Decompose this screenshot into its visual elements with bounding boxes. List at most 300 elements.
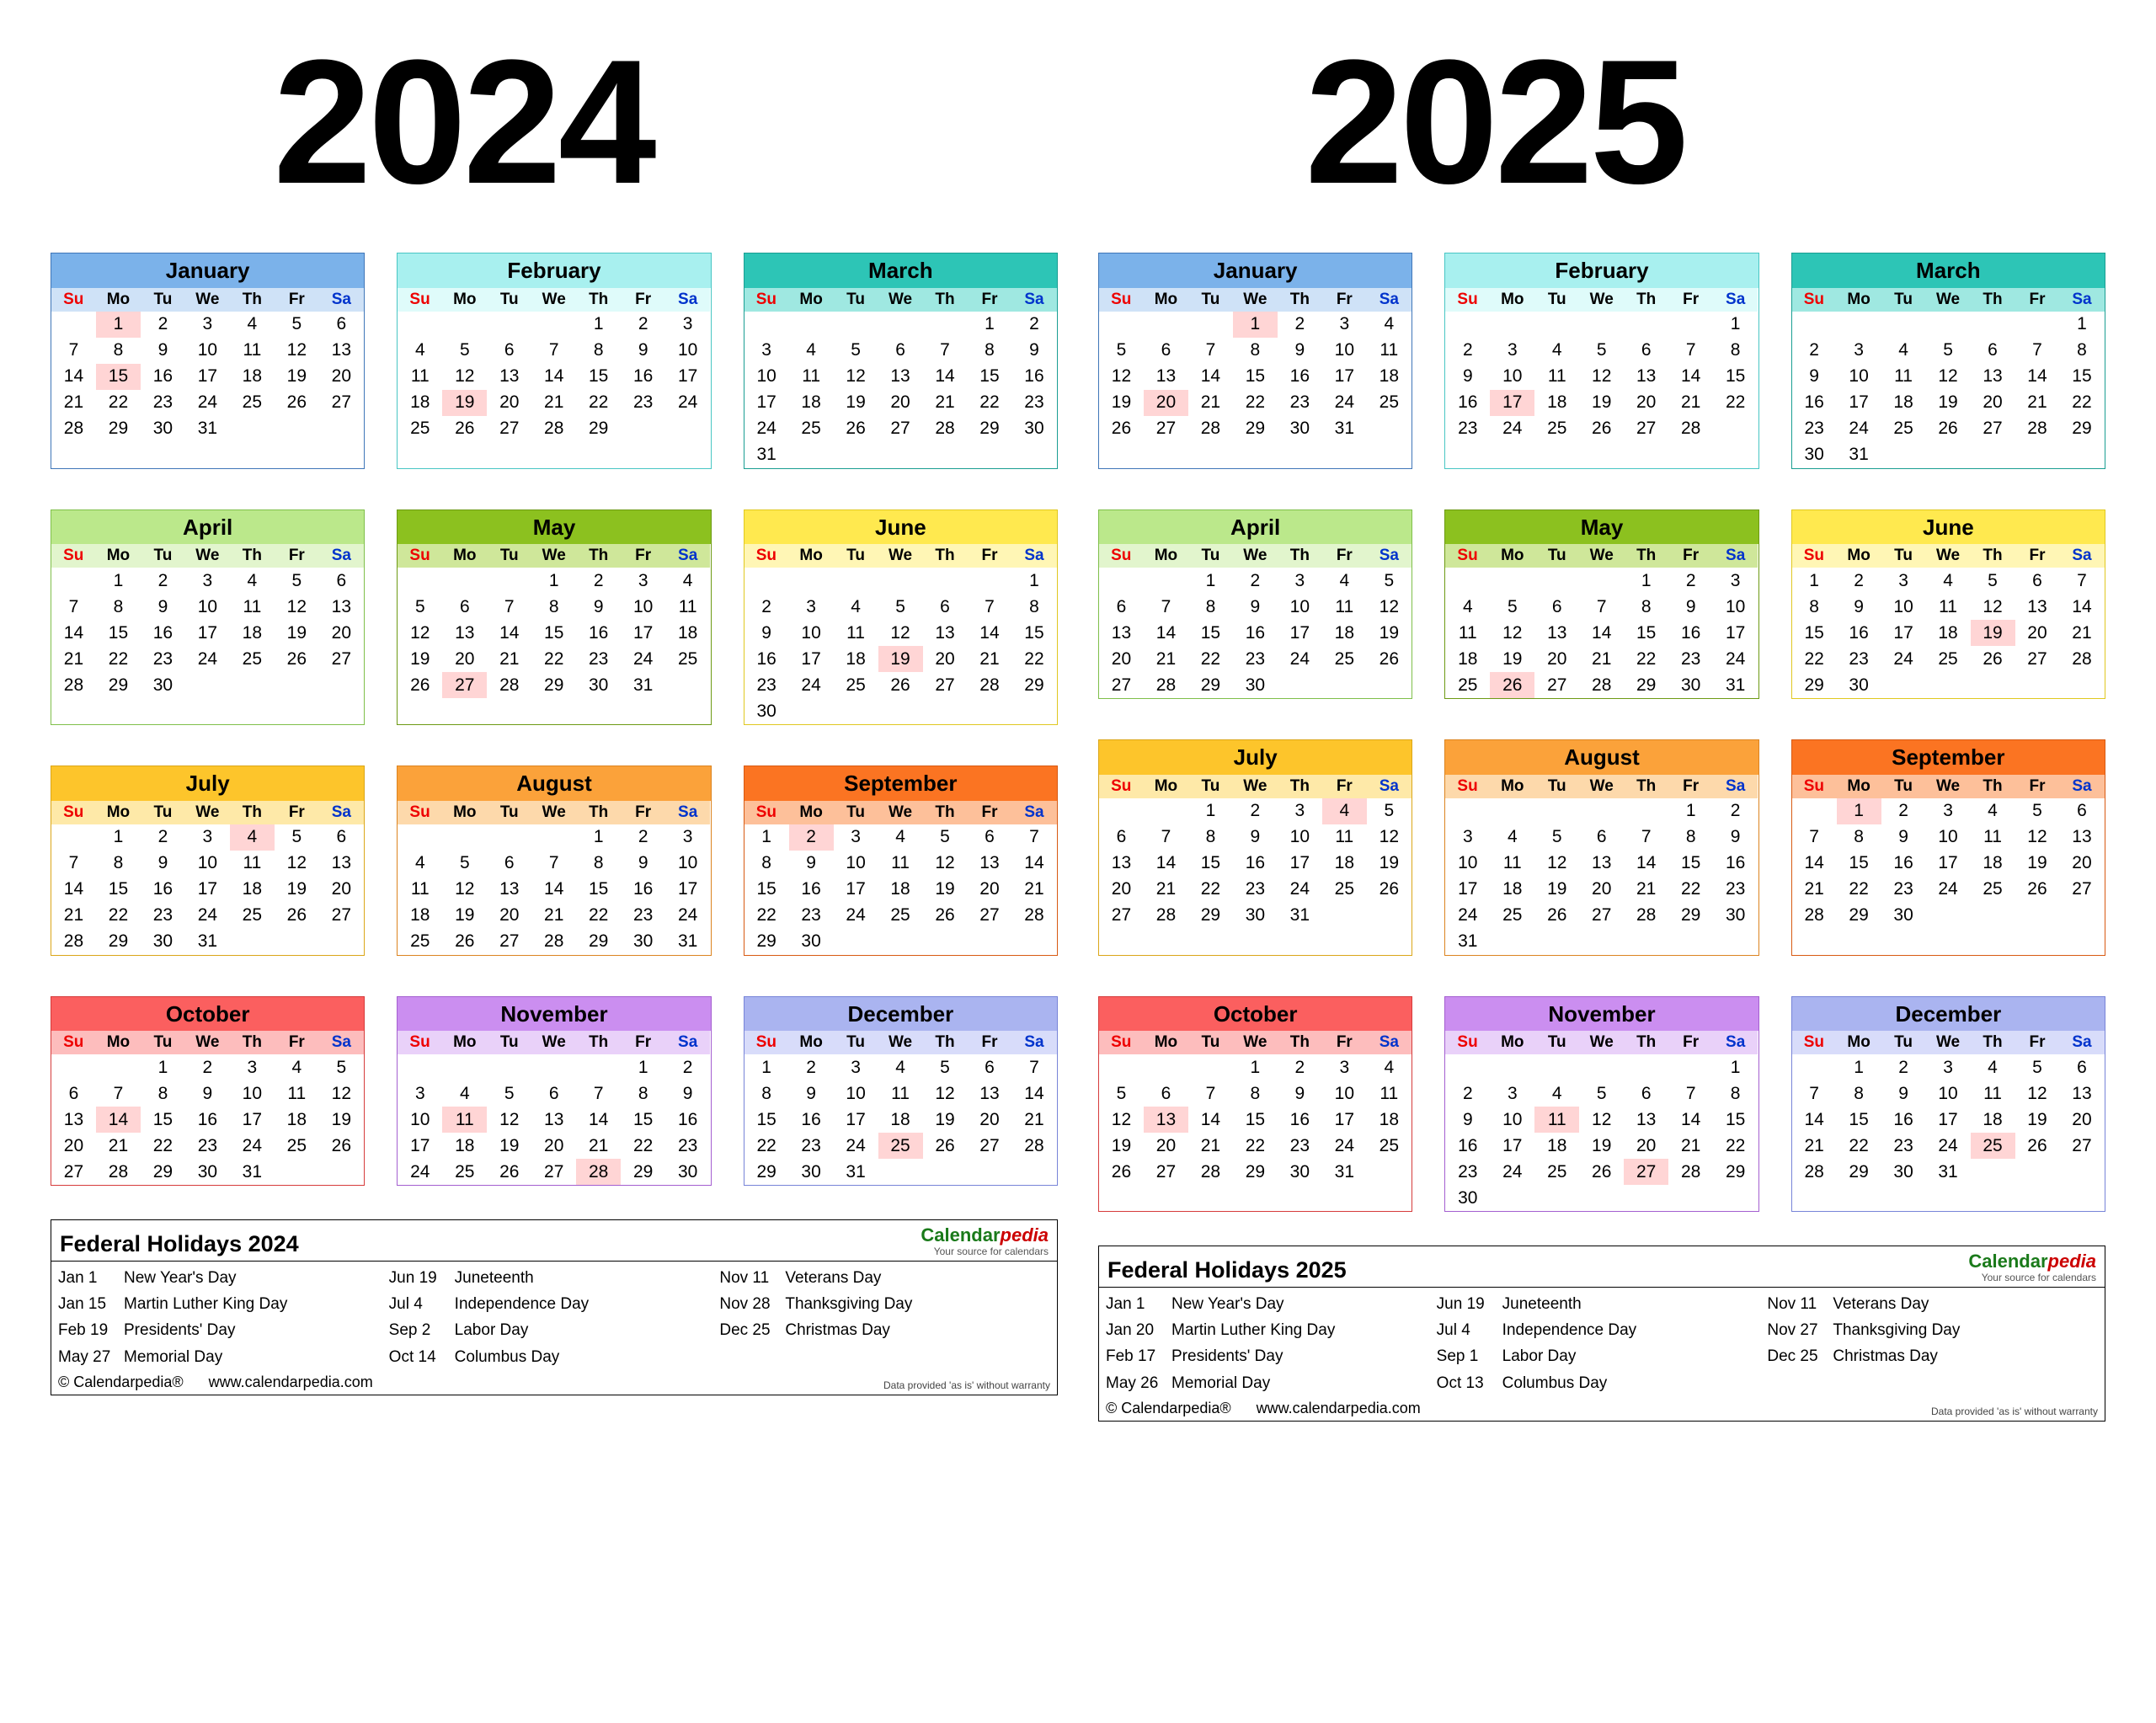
- day-cell[interactable]: 6: [1116, 596, 1127, 616]
- day-cell[interactable]: 24: [1725, 648, 1746, 669]
- day-cell[interactable]: 18: [410, 392, 430, 413]
- day-cell[interactable]: 15: [152, 1109, 173, 1129]
- day-cell[interactable]: 4: [1551, 340, 1562, 360]
- day-cell[interactable]: 1: [157, 1057, 168, 1077]
- day-cell[interactable]: 5: [2032, 801, 2042, 821]
- day-cell[interactable]: 2: [1898, 1057, 1908, 1077]
- day-cell[interactable]: 3: [806, 596, 816, 616]
- day-cell[interactable]: 28: [544, 419, 564, 439]
- day-cell[interactable]: 29: [152, 1161, 173, 1182]
- day-cell[interactable]: 8: [548, 596, 559, 616]
- day-cell[interactable]: 6: [336, 570, 347, 590]
- day-cell[interactable]: 9: [638, 340, 648, 360]
- day-cell[interactable]: 19: [455, 905, 475, 926]
- day-cell[interactable]: 13: [1983, 366, 2003, 387]
- day-cell[interactable]: 19: [286, 622, 307, 643]
- day-cell[interactable]: 31: [756, 445, 776, 465]
- day-cell[interactable]: 11: [410, 879, 430, 899]
- day-cell[interactable]: 22: [1024, 648, 1044, 669]
- day-cell[interactable]: 7: [1809, 827, 1819, 847]
- day-cell[interactable]: 15: [632, 1109, 654, 1129]
- day-cell[interactable]: 23: [589, 648, 609, 669]
- day-cell[interactable]: 19: [1938, 392, 1958, 413]
- day-cell[interactable]: 19: [1379, 622, 1399, 643]
- day-cell[interactable]: 24: [846, 905, 866, 926]
- day-cell[interactable]: 31: [1458, 931, 1478, 952]
- day-cell[interactable]: 1: [1854, 1057, 1864, 1077]
- day-cell[interactable]: 27: [1155, 419, 1177, 439]
- day-cell[interactable]: 30: [756, 701, 776, 721]
- day-cell[interactable]: 4: [806, 340, 816, 360]
- day-cell[interactable]: 30: [632, 931, 654, 952]
- day-cell[interactable]: 17: [677, 366, 698, 387]
- day-cell[interactable]: 27: [1111, 675, 1132, 695]
- day-cell[interactable]: 21: [499, 648, 520, 669]
- day-cell[interactable]: 19: [1502, 648, 1523, 669]
- day-cell[interactable]: 2: [1462, 340, 1473, 360]
- day-cell[interactable]: 21: [935, 392, 955, 413]
- day-cell[interactable]: 8: [1809, 596, 1819, 616]
- day-cell[interactable]: 14: [1155, 853, 1177, 873]
- day-cell[interactable]: 3: [1294, 570, 1305, 590]
- day-cell[interactable]: 26: [455, 931, 475, 952]
- day-cell[interactable]: 18: [846, 648, 866, 669]
- day-cell[interactable]: 19: [286, 366, 307, 387]
- day-cell[interactable]: 2: [1462, 1083, 1473, 1103]
- day-cell[interactable]: 13: [979, 853, 1000, 873]
- day-cell[interactable]: 28: [1024, 905, 1044, 926]
- day-cell[interactable]: 24: [197, 648, 218, 669]
- day-cell[interactable]: 16: [1804, 392, 1824, 413]
- day-cell[interactable]: 22: [589, 905, 609, 926]
- day-cell[interactable]: 17: [1893, 622, 1913, 643]
- day-cell[interactable]: 5: [1988, 570, 1998, 590]
- day-cell[interactable]: 20: [2072, 853, 2092, 873]
- day-cell[interactable]: 12: [1592, 366, 1612, 387]
- day-cell[interactable]: 29: [756, 1161, 776, 1182]
- day-cell[interactable]: 7: [68, 596, 79, 616]
- day-cell[interactable]: 27: [1983, 419, 2003, 439]
- day-cell[interactable]: 20: [1592, 879, 1612, 899]
- day-cell[interactable]: 16: [801, 879, 821, 899]
- day-cell[interactable]: 19: [499, 1135, 520, 1155]
- day-cell[interactable]: 2: [1898, 801, 1908, 821]
- day-cell[interactable]: 20: [1983, 392, 2003, 413]
- day-cell[interactable]: 2: [157, 314, 168, 334]
- day-cell[interactable]: 27: [331, 905, 351, 926]
- day-cell[interactable]: 9: [806, 853, 816, 873]
- day-cell[interactable]: 10: [1893, 596, 1913, 616]
- day-cell[interactable]: 11: [802, 366, 821, 387]
- day-cell[interactable]: 28: [935, 419, 955, 439]
- day-cell[interactable]: 10: [1938, 1083, 1958, 1103]
- day-cell[interactable]: 12: [1502, 622, 1523, 643]
- day-cell[interactable]: 28: [544, 931, 564, 952]
- day-cell[interactable]: 25: [1458, 675, 1478, 695]
- day-cell[interactable]: 6: [336, 314, 347, 334]
- day-cell[interactable]: 6: [895, 340, 905, 360]
- day-cell[interactable]: 1: [1205, 570, 1216, 590]
- day-cell[interactable]: 14: [589, 1109, 609, 1129]
- day-cell[interactable]: 25: [1983, 879, 2003, 899]
- day-cell[interactable]: 15: [1245, 1109, 1266, 1129]
- day-cell[interactable]: 29: [1804, 675, 1824, 695]
- day-cell[interactable]: 21: [2072, 622, 2092, 643]
- day-cell[interactable]: 12: [1592, 1109, 1612, 1129]
- day-cell[interactable]: 3: [1943, 801, 1953, 821]
- day-cell[interactable]: 26: [1111, 419, 1132, 439]
- day-cell[interactable]: 17: [1289, 853, 1310, 873]
- day-cell[interactable]: 2: [1250, 801, 1261, 821]
- day-cell[interactable]: 7: [1205, 340, 1216, 360]
- day-cell[interactable]: 20: [2027, 622, 2047, 643]
- day-cell[interactable]: 5: [459, 340, 470, 360]
- day-cell[interactable]: 1: [593, 314, 604, 334]
- day-cell[interactable]: 15: [1804, 622, 1824, 643]
- day-cell[interactable]: 7: [504, 596, 515, 616]
- day-cell[interactable]: 25: [410, 931, 430, 952]
- day-cell[interactable]: 27: [1636, 419, 1657, 439]
- day-cell[interactable]: 2: [638, 827, 648, 847]
- day-cell[interactable]: 28: [63, 419, 84, 439]
- day-cell[interactable]: 3: [761, 340, 771, 360]
- day-cell[interactable]: 5: [1596, 340, 1607, 360]
- day-cell[interactable]: 11: [1335, 596, 1354, 616]
- day-cell[interactable]: 9: [1730, 827, 1741, 847]
- day-cell[interactable]: 11: [1983, 1083, 2002, 1103]
- day-cell[interactable]: 17: [197, 622, 218, 643]
- day-cell[interactable]: 26: [1592, 1161, 1612, 1182]
- day-cell[interactable]: 13: [1592, 853, 1612, 873]
- day-cell[interactable]: 5: [1596, 1083, 1607, 1103]
- day-cell[interactable]: 9: [1294, 1083, 1305, 1103]
- day-cell[interactable]: 19: [846, 392, 866, 413]
- day-cell[interactable]: 1: [1250, 1057, 1261, 1077]
- day-cell[interactable]: 3: [1294, 801, 1305, 821]
- day-cell[interactable]: 22: [632, 1135, 654, 1155]
- day-cell[interactable]: 9: [1854, 596, 1864, 616]
- day-cell[interactable]: 23: [1458, 1161, 1478, 1182]
- day-cell[interactable]: 27: [1155, 1161, 1177, 1182]
- day-cell[interactable]: 15: [756, 879, 776, 899]
- day-cell[interactable]: 2: [1029, 314, 1039, 334]
- day-cell[interactable]: 30: [1893, 1161, 1913, 1182]
- day-cell[interactable]: 28: [1680, 419, 1701, 439]
- day-cell[interactable]: 12: [2027, 1083, 2047, 1103]
- day-cell[interactable]: 16: [1725, 853, 1746, 873]
- day-cell[interactable]: 17: [1502, 1135, 1523, 1155]
- day-cell[interactable]: 28: [979, 675, 1000, 695]
- day-cell[interactable]: 5: [414, 596, 425, 616]
- day-cell[interactable]: 3: [1507, 1083, 1518, 1103]
- day-cell[interactable]: 27: [499, 931, 520, 952]
- day-cell[interactable]: 18: [677, 622, 698, 643]
- day-cell[interactable]: 18: [1893, 392, 1913, 413]
- day-cell[interactable]: 3: [202, 827, 213, 847]
- day-cell[interactable]: 7: [1029, 827, 1039, 847]
- day-cell[interactable]: 7: [1029, 1057, 1039, 1077]
- day-cell[interactable]: 18: [801, 392, 821, 413]
- day-cell[interactable]: 8: [593, 853, 604, 873]
- day-cell[interactable]: 16: [1680, 622, 1701, 643]
- day-cell[interactable]: 1: [761, 827, 771, 847]
- day-cell[interactable]: 28: [1155, 675, 1177, 695]
- day-cell[interactable]: 10: [1849, 366, 1869, 387]
- day-cell[interactable]: 6: [548, 1083, 559, 1103]
- day-cell[interactable]: 25: [1938, 648, 1958, 669]
- day-cell[interactable]: 20: [455, 648, 475, 669]
- day-cell[interactable]: 10: [846, 1083, 866, 1103]
- day-cell[interactable]: 17: [1334, 366, 1354, 387]
- day-cell[interactable]: 12: [935, 853, 955, 873]
- day-cell[interactable]: 17: [1289, 622, 1310, 643]
- day-cell[interactable]: 28: [2072, 648, 2092, 669]
- day-cell[interactable]: 16: [632, 366, 654, 387]
- day-cell[interactable]: 27: [935, 675, 955, 695]
- day-cell[interactable]: 19: [935, 1109, 955, 1129]
- day-cell[interactable]: 4: [230, 824, 275, 851]
- day-cell[interactable]: 11: [1458, 622, 1477, 643]
- day-cell[interactable]: 18: [455, 1135, 475, 1155]
- day-cell[interactable]: 14: [2027, 366, 2047, 387]
- day-cell[interactable]: 30: [1024, 419, 1044, 439]
- day-cell[interactable]: 8: [638, 1083, 648, 1103]
- day-cell[interactable]: 10: [677, 853, 698, 873]
- day-cell[interactable]: 13: [544, 1109, 564, 1129]
- day-cell[interactable]: 22: [1849, 879, 1869, 899]
- day-cell[interactable]: 8: [985, 340, 995, 360]
- day-cell[interactable]: 14: [544, 879, 564, 899]
- day-cell[interactable]: 23: [1893, 1135, 1913, 1155]
- day-cell[interactable]: 6: [985, 827, 995, 847]
- day-cell[interactable]: 29: [108, 931, 129, 952]
- day-cell[interactable]: 21: [544, 392, 564, 413]
- day-cell[interactable]: 14: [544, 366, 564, 387]
- day-cell[interactable]: 18: [410, 905, 430, 926]
- day-cell[interactable]: 9: [761, 622, 771, 643]
- day-cell[interactable]: 13: [499, 879, 520, 899]
- day-cell[interactable]: 16: [152, 622, 173, 643]
- day-cell[interactable]: 21: [1804, 879, 1824, 899]
- day-cell[interactable]: 11: [1983, 827, 2002, 847]
- day-cell[interactable]: 15: [1849, 853, 1869, 873]
- day-cell[interactable]: 15: [979, 366, 1000, 387]
- day-cell[interactable]: 10: [1502, 1109, 1523, 1129]
- day-cell[interactable]: 9: [157, 596, 168, 616]
- day-cell[interactable]: 14: [1200, 366, 1221, 387]
- day-cell[interactable]: 13: [2072, 1083, 2092, 1103]
- day-cell[interactable]: 6: [940, 596, 950, 616]
- day-cell[interactable]: 22: [1680, 879, 1701, 899]
- day-cell[interactable]: 18: [1502, 879, 1523, 899]
- day-cell[interactable]: 23: [756, 675, 776, 695]
- day-cell[interactable]: 13: [331, 596, 351, 616]
- day-cell[interactable]: 28: [1804, 905, 1824, 926]
- day-cell[interactable]: 8: [593, 340, 604, 360]
- day-cell[interactable]: 6: [504, 340, 515, 360]
- day-cell[interactable]: 23: [632, 905, 654, 926]
- day-cell[interactable]: 21: [544, 905, 564, 926]
- day-cell[interactable]: 25: [1893, 419, 1913, 439]
- day-cell[interactable]: 12: [286, 853, 307, 873]
- day-cell[interactable]: 7: [548, 853, 559, 873]
- day-cell[interactable]: 29: [1245, 419, 1266, 439]
- day-cell[interactable]: 9: [1462, 1109, 1473, 1129]
- day-cell[interactable]: 24: [197, 392, 218, 413]
- day-cell[interactable]: 11: [442, 1107, 487, 1133]
- day-cell[interactable]: 10: [1458, 853, 1478, 873]
- day-cell[interactable]: 12: [410, 622, 430, 643]
- day-cell[interactable]: 20: [544, 1135, 564, 1155]
- day-cell[interactable]: 17: [1490, 390, 1534, 416]
- day-cell[interactable]: 31: [1725, 675, 1746, 695]
- day-cell[interactable]: 3: [414, 1083, 425, 1103]
- day-cell[interactable]: 17: [1458, 879, 1478, 899]
- day-cell[interactable]: 7: [1641, 827, 1652, 847]
- day-cell[interactable]: 20: [1111, 648, 1132, 669]
- day-cell[interactable]: 9: [1029, 340, 1039, 360]
- day-cell[interactable]: 26: [935, 905, 955, 926]
- day-cell[interactable]: 7: [2032, 340, 2042, 360]
- day-cell[interactable]: 20: [1547, 648, 1567, 669]
- day-cell[interactable]: 14: [1155, 622, 1177, 643]
- day-cell[interactable]: 15: [544, 622, 564, 643]
- day-cell[interactable]: 10: [677, 340, 698, 360]
- day-cell[interactable]: 15: [1200, 853, 1221, 873]
- day-cell[interactable]: 5: [895, 596, 905, 616]
- day-cell[interactable]: 8: [157, 1083, 168, 1103]
- day-cell[interactable]: 27: [1592, 905, 1612, 926]
- day-cell[interactable]: 22: [108, 648, 129, 669]
- day-cell[interactable]: 25: [242, 905, 263, 926]
- day-cell[interactable]: 4: [851, 596, 861, 616]
- day-cell[interactable]: 4: [1898, 340, 1908, 360]
- day-cell[interactable]: 15: [1725, 366, 1746, 387]
- day-cell[interactable]: 21: [1200, 1135, 1221, 1155]
- day-cell[interactable]: 6: [1161, 1083, 1171, 1103]
- day-cell[interactable]: 10: [197, 596, 218, 616]
- day-cell[interactable]: 7: [68, 853, 79, 873]
- day-cell[interactable]: 6: [985, 1057, 995, 1077]
- day-cell[interactable]: 25: [677, 648, 698, 669]
- day-cell[interactable]: 10: [197, 853, 218, 873]
- day-cell[interactable]: 26: [1983, 648, 2003, 669]
- day-cell[interactable]: 20: [63, 1135, 84, 1155]
- day-cell[interactable]: 1: [113, 827, 124, 847]
- day-cell[interactable]: 16: [152, 879, 173, 899]
- day-cell[interactable]: 23: [1849, 648, 1869, 669]
- day-cell[interactable]: 4: [1988, 801, 1998, 821]
- day-cell[interactable]: 18: [1458, 648, 1478, 669]
- day-cell[interactable]: 25: [1547, 419, 1567, 439]
- day-cell[interactable]: 15: [1245, 366, 1266, 387]
- day-cell[interactable]: 4: [682, 570, 693, 590]
- day-cell[interactable]: 24: [1334, 1135, 1354, 1155]
- day-cell[interactable]: 29: [1725, 1161, 1746, 1182]
- day-cell[interactable]: 14: [63, 622, 84, 643]
- day-cell[interactable]: 24: [1502, 419, 1523, 439]
- day-cell[interactable]: 31: [632, 675, 654, 695]
- day-cell[interactable]: 9: [638, 853, 648, 873]
- day-cell[interactable]: 15: [1024, 622, 1044, 643]
- day-cell[interactable]: 22: [1200, 648, 1221, 669]
- day-cell[interactable]: 19: [442, 390, 487, 416]
- day-cell[interactable]: 28: [1200, 419, 1221, 439]
- day-cell[interactable]: 18: [1983, 853, 2003, 873]
- day-cell[interactable]: 17: [197, 879, 218, 899]
- day-cell[interactable]: 7: [1161, 596, 1171, 616]
- day-cell[interactable]: 21: [1804, 1135, 1824, 1155]
- day-cell[interactable]: 24: [846, 1135, 866, 1155]
- day-cell[interactable]: 14: [2072, 596, 2092, 616]
- day-cell[interactable]: 23: [632, 392, 654, 413]
- day-cell[interactable]: 3: [682, 827, 693, 847]
- day-cell[interactable]: 27: [63, 1161, 84, 1182]
- day-cell[interactable]: 18: [242, 622, 263, 643]
- day-cell[interactable]: 9: [1250, 827, 1261, 847]
- day-cell[interactable]: 23: [1680, 648, 1701, 669]
- day-cell[interactable]: 3: [1339, 314, 1350, 334]
- day-cell[interactable]: 19: [2027, 1109, 2047, 1129]
- day-cell[interactable]: 2: [593, 570, 604, 590]
- day-cell[interactable]: 11: [1939, 596, 1957, 616]
- day-cell[interactable]: 24: [410, 1161, 430, 1182]
- day-cell[interactable]: 12: [1938, 366, 1958, 387]
- day-cell[interactable]: 10: [1289, 596, 1310, 616]
- day-cell[interactable]: 5: [2032, 1057, 2042, 1077]
- day-cell[interactable]: 15: [96, 364, 141, 390]
- day-cell[interactable]: 13: [1111, 622, 1132, 643]
- day-cell[interactable]: 29: [1636, 675, 1657, 695]
- day-cell[interactable]: 15: [108, 622, 129, 643]
- day-cell[interactable]: 9: [157, 853, 168, 873]
- day-cell[interactable]: 18: [890, 1109, 910, 1129]
- day-cell[interactable]: 30: [152, 931, 173, 952]
- day-cell[interactable]: 12: [286, 596, 307, 616]
- day-cell[interactable]: 23: [1289, 392, 1310, 413]
- day-cell[interactable]: 13: [890, 366, 910, 387]
- day-cell[interactable]: 23: [152, 648, 173, 669]
- day-cell[interactable]: 1: [113, 570, 124, 590]
- day-cell[interactable]: 27: [1547, 675, 1567, 695]
- day-cell[interactable]: 4: [1551, 1083, 1562, 1103]
- day-cell[interactable]: 7: [68, 340, 79, 360]
- day-cell[interactable]: 25: [286, 1135, 307, 1155]
- day-cell[interactable]: 16: [1893, 853, 1913, 873]
- day-cell[interactable]: 2: [682, 1057, 693, 1077]
- day-cell[interactable]: 23: [801, 1135, 821, 1155]
- day-cell[interactable]: 11: [846, 622, 865, 643]
- day-cell[interactable]: 13: [1636, 1109, 1657, 1129]
- day-cell[interactable]: 27: [331, 648, 351, 669]
- day-cell[interactable]: 31: [1849, 445, 1869, 465]
- day-cell[interactable]: 5: [940, 827, 950, 847]
- day-cell[interactable]: 19: [2027, 853, 2047, 873]
- day-cell[interactable]: 19: [1379, 853, 1399, 873]
- day-cell[interactable]: 21: [589, 1135, 609, 1155]
- day-cell[interactable]: 1: [1029, 570, 1039, 590]
- day-cell[interactable]: 28: [1636, 905, 1657, 926]
- day-cell[interactable]: 11: [1547, 366, 1566, 387]
- day-cell[interactable]: 7: [1596, 596, 1607, 616]
- day-cell[interactable]: 1: [638, 1057, 648, 1077]
- day-cell[interactable]: 28: [108, 1161, 129, 1182]
- day-cell[interactable]: 2: [1685, 570, 1696, 590]
- day-cell[interactable]: 24: [1938, 1135, 1958, 1155]
- day-cell[interactable]: 21: [1592, 648, 1612, 669]
- day-cell[interactable]: 11: [243, 596, 262, 616]
- day-cell[interactable]: 29: [1200, 675, 1221, 695]
